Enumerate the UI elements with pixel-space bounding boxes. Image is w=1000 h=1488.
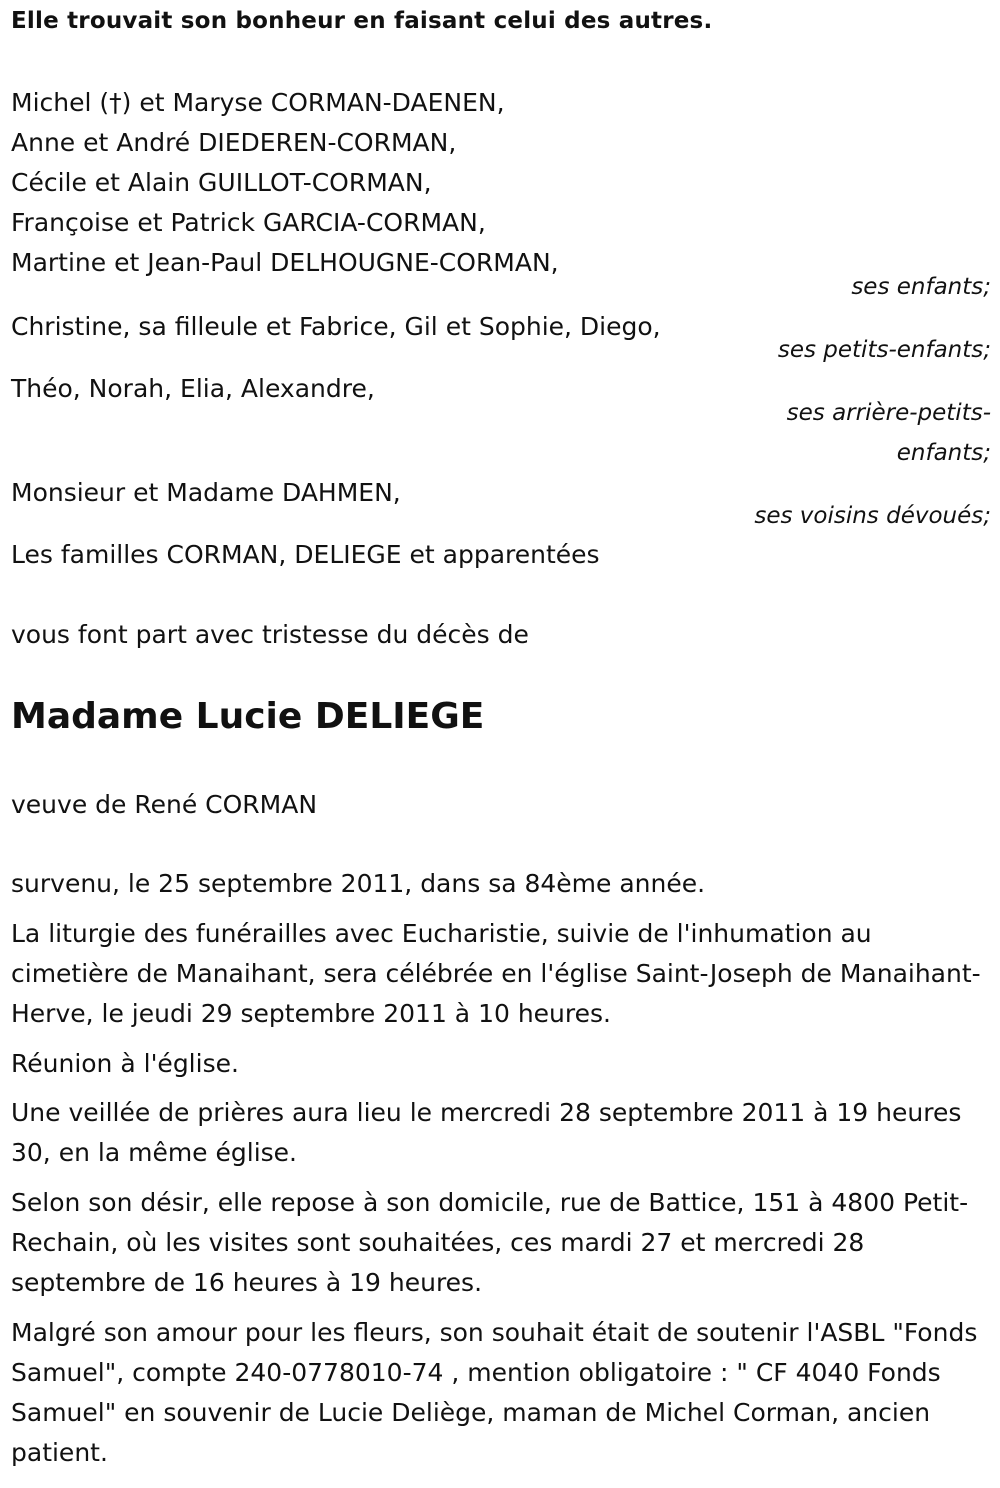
donation-paragraph: Malgré son amour pour les fleurs, son souhait était de soutenir l'ASBL "Fonds Samuel", compte 240-0778010-74 , mention obligatoire : " CF 4040 Fonds Samuel" en souvenir de Lucie Deliège, maman de Michel Corman, ancien patient.: [11, 1318, 978, 1467]
families-line: Les familles CORMAN, DELIEGE et apparentées: [11, 540, 600, 569]
great-grandchildren-line: Théo, Norah, Elia, Alexandre,: [11, 374, 375, 403]
motto-heading: Elle trouvait son bonheur en faisant celui des autres.: [11, 8, 713, 34]
grandchildren-line: Christine, sa filleule et Fabrice, Gil et Sophie, Diego,: [11, 312, 661, 341]
child-line: Cécile et Alain GUILLOT-CORMAN,: [11, 168, 432, 197]
death-paragraph: survenu, le 25 septembre 2011, dans sa 84ème année.: [11, 869, 706, 898]
neighbors-line: Monsieur et Madame DAHMEN,: [11, 478, 401, 507]
vigil-paragraph: Une veillée de prières aura lieu le mercredi 28 septembre 2011 à 19 heures 30, en la même église.: [11, 1098, 962, 1167]
announcement-text: vous font part avec tristesse du décès de: [11, 620, 529, 649]
neighbors-role-label: ses voisins dévoués;: [754, 503, 991, 529]
child-line: Françoise et Patrick GARCIA-CORMAN,: [11, 208, 486, 237]
great-grandchildren-role-label-cont: enfants;: [896, 440, 991, 466]
child-line: Martine et Jean-Paul DELHOUGNE-CORMAN,: [11, 248, 559, 277]
repose-paragraph: Selon son désir, elle repose à son domicile, rue de Battice, 151 à 4800 Petit-Rechain, où les visites sont souhaitées, ces mardi 27 et mercredi 28 septembre de 16 heures à 19 heures.: [11, 1188, 969, 1297]
meeting-paragraph: Réunion à l'église.: [11, 1049, 239, 1078]
child-line: Michel (†) et Maryse CORMAN-DAENEN,: [11, 88, 505, 117]
widow-of-text: veuve de René CORMAN: [11, 790, 318, 819]
child-line: Anne et André DIEDEREN-CORMAN,: [11, 128, 457, 157]
deceased-name: Madame Lucie DELIEGE: [11, 696, 485, 737]
liturgy-paragraph: La liturgie des funérailles avec Eucharistie, suivie de l'inhumation au cimetière de Manaihant, sera célébrée en l'église Saint-Joseph de Manaihant-Herve, le jeudi 29 septembre 2011 à 10 heures.: [11, 919, 981, 1028]
great-grandchildren-role-label: ses arrière-petits-: [786, 400, 991, 426]
children-role-label: ses enfants;: [851, 274, 991, 300]
grandchildren-role-label: ses petits-enfants;: [777, 337, 991, 363]
